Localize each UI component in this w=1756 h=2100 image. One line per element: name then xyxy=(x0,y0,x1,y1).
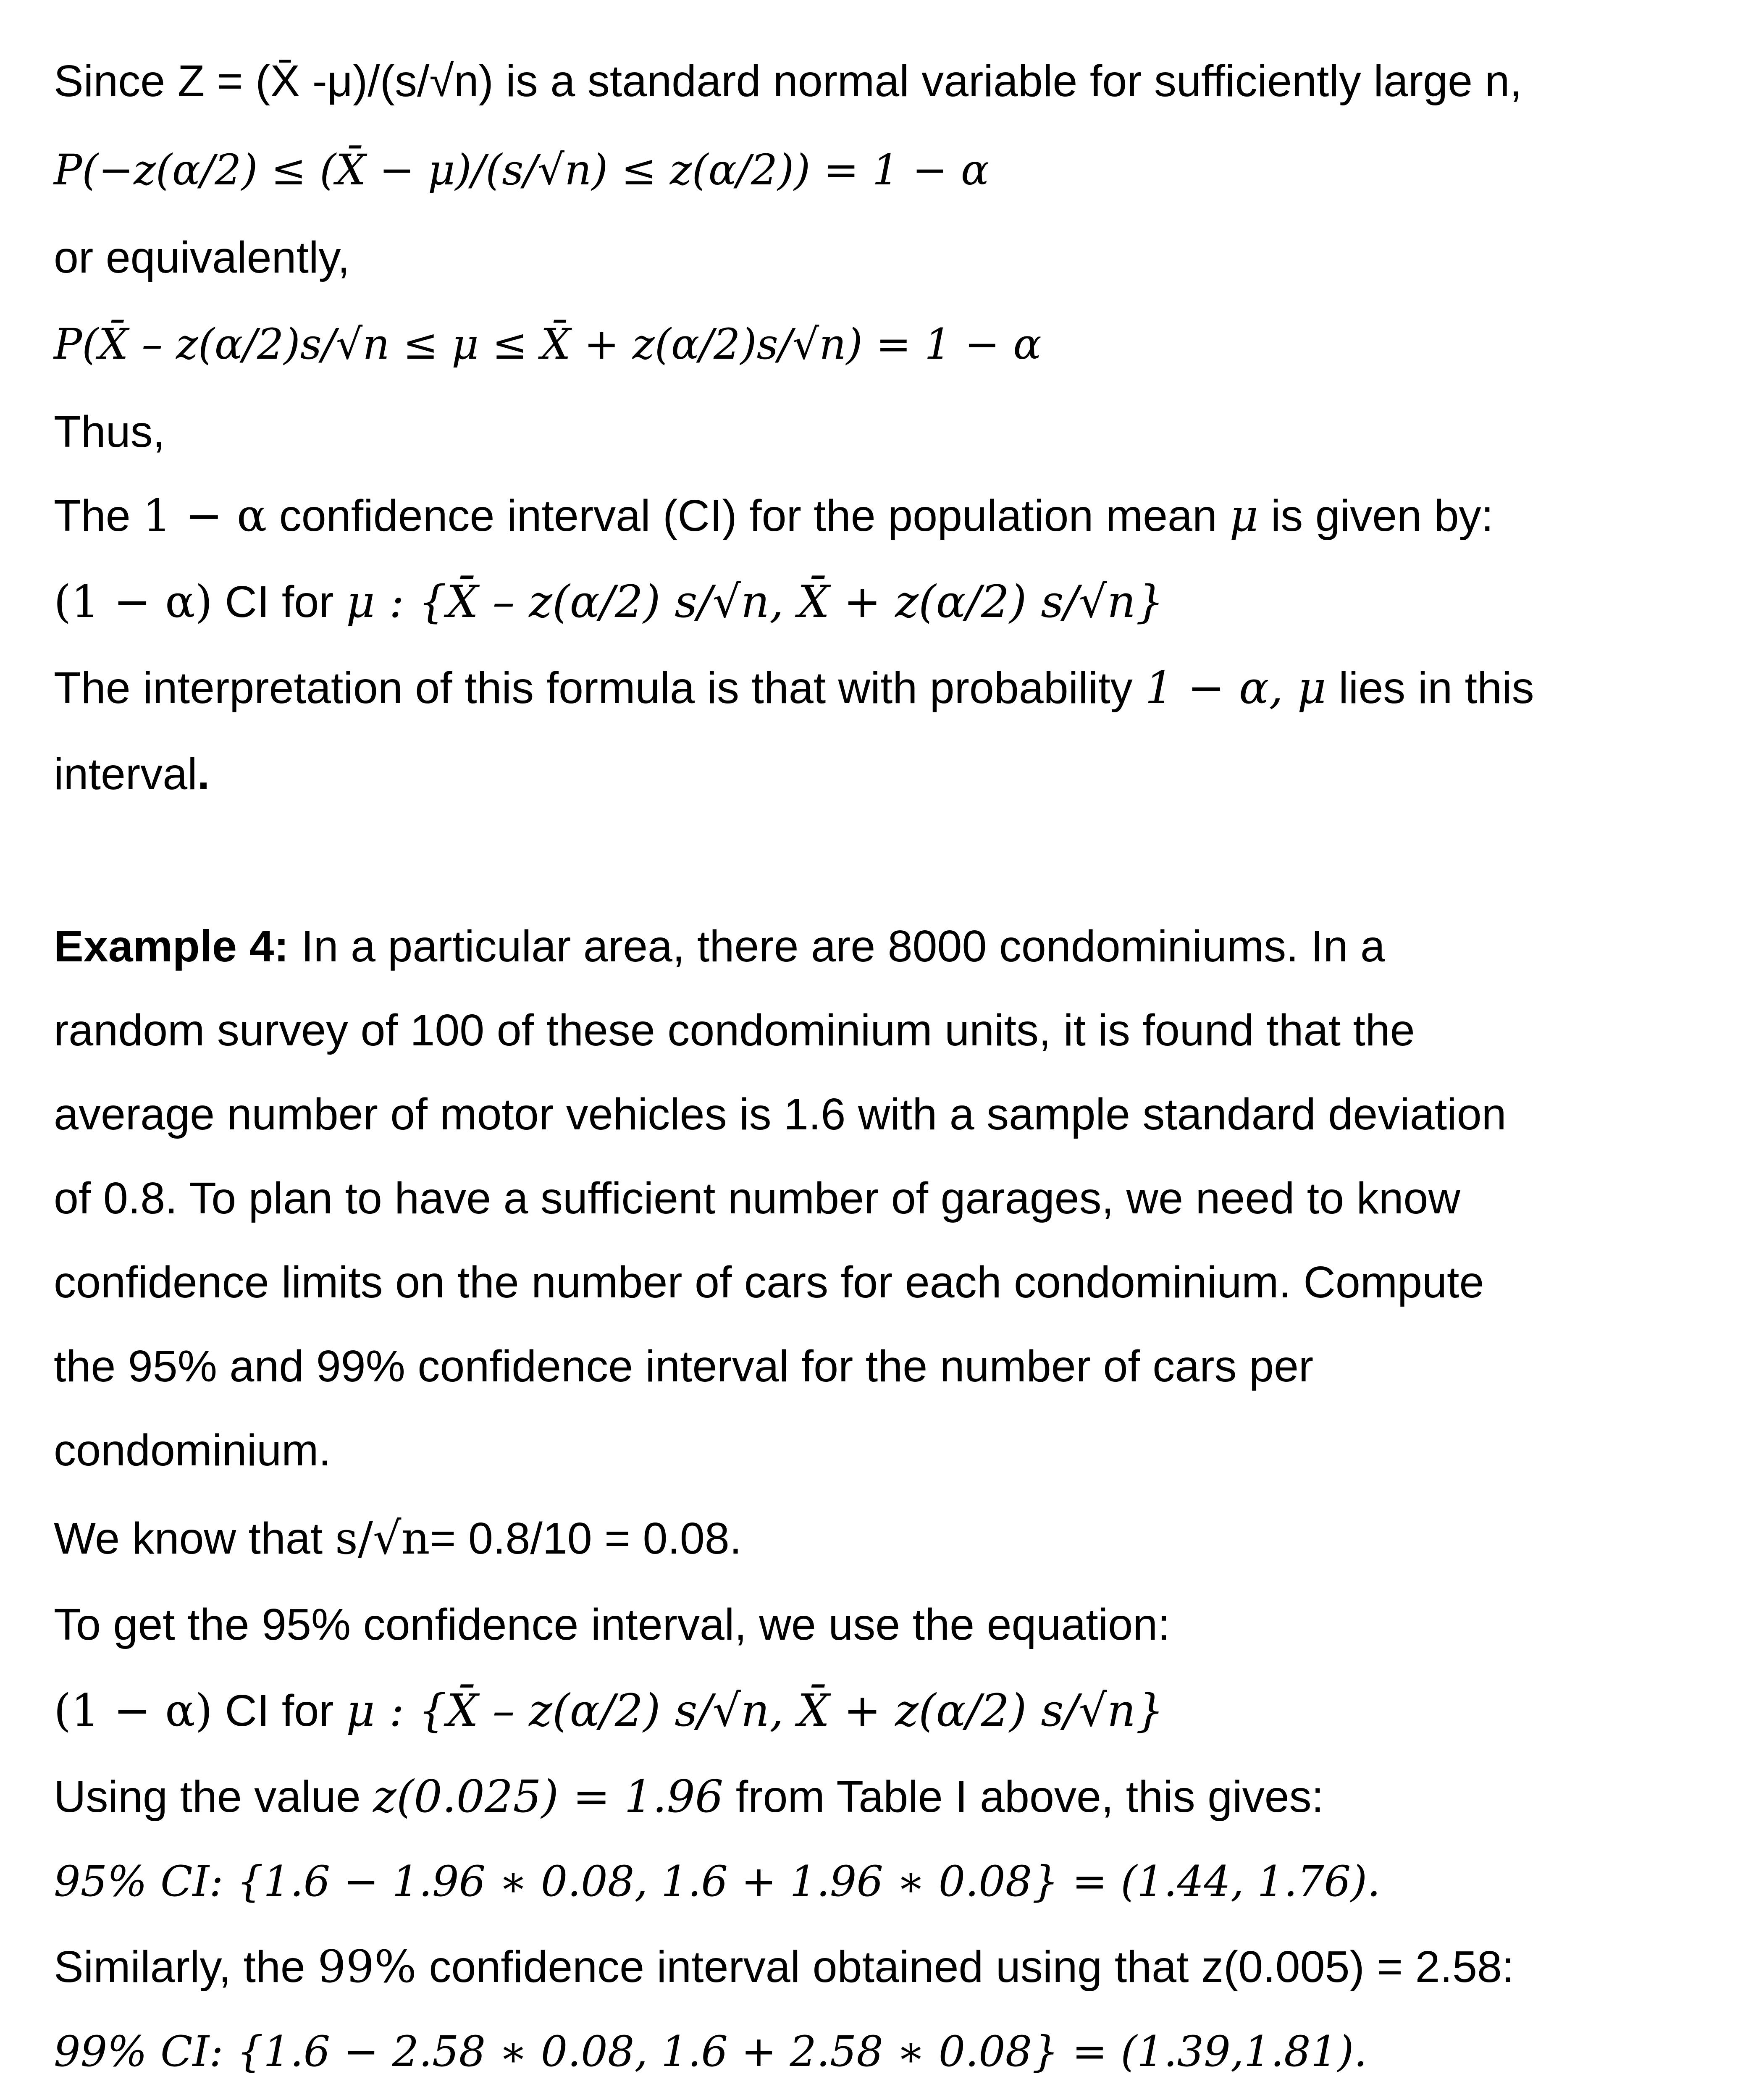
z-value-math: z(0.025) = 1.96 xyxy=(373,1771,724,1822)
ci-formula-line-1 xyxy=(54,576,1164,627)
interpretation-text-1: The interpretation of this formula is that with probability xyxy=(54,663,1145,713)
ci-definition-text-2: confidence interval (CI) for the population mean xyxy=(267,491,1230,541)
ci-99-result xyxy=(54,2027,1368,2076)
ci-formula-body: μ : {X̄ – z(α/2) s/√n, X̄ + z(α/2) s/√n} xyxy=(346,576,1164,627)
example-4-line-5 xyxy=(54,1257,1484,1307)
equation-intro-text: To get the 95% confidence interval, we use the equation: xyxy=(54,1600,1170,1649)
interpretation-text-2: lies in this xyxy=(1326,663,1534,713)
equivalently-text: or equivalently, xyxy=(54,233,350,282)
thus-text: Thus, xyxy=(54,407,165,457)
ci-formula-body-2: μ : {X̄ – z(α/2) s/√n, X̄ + z(α/2) s/√n} xyxy=(346,1685,1164,1736)
ci-formula-line-2 xyxy=(54,1685,1164,1736)
interpretation-math: 1 − α, μ xyxy=(1145,662,1326,714)
probability-equation-2-text: P(X̄ – z(α/2)s/√n ≤ μ ≤ X̄ + z(α/2)s/√n) = 1 − α xyxy=(54,320,1042,369)
example-4-text-2: random survey of 100 of these condominium units, it is found that the xyxy=(54,1005,1415,1055)
equivalently-line xyxy=(54,235,350,280)
ci-99-intro-text-1: Similarly, the xyxy=(54,1942,318,1992)
interval-text: interval xyxy=(54,749,197,799)
example-4-heading: Example 4: xyxy=(54,921,289,971)
example-4-line-2 xyxy=(54,1005,1415,1055)
z-value-line xyxy=(54,1771,1324,1822)
z-definition-line xyxy=(54,56,1522,106)
ci-definition-text-1: The xyxy=(54,491,143,541)
thus-line xyxy=(54,407,165,457)
ci-95-result-text: 95% CI: {1.6 − 1.96 ∗ 0.08, 1.6 + 1.96 ∗ 0.08} = (1.44, 1.76). xyxy=(54,1857,1381,1906)
standard-error-text-1: We know that xyxy=(54,1514,335,1563)
interval-line xyxy=(54,749,210,799)
ci-for-text-2: CI for xyxy=(212,1686,346,1735)
interpretation-line xyxy=(54,662,1534,714)
ci-99-intro-line xyxy=(54,1941,1515,1992)
mu-symbol: μ xyxy=(1229,490,1259,541)
ci-95-result xyxy=(54,1857,1381,1906)
example-4-line-4 xyxy=(54,1173,1461,1223)
ci-99-result-text: 99% CI: {1.6 − 2.58 ∗ 0.08, 1.6 + 2.58 ∗ 0.08} = (1.39,1.81). xyxy=(54,2027,1368,2076)
z-value-text-2: from Table I above, this gives: xyxy=(723,1772,1324,1822)
standard-error-value: = 0.8/10 = 0.08. xyxy=(430,1514,742,1563)
example-4-text-4: of 0.8. To plan to have a sufficient number of garages, we need to know xyxy=(54,1173,1461,1223)
ci-definition-line xyxy=(54,490,1494,541)
ci-99-intro-text-2: confidence interval obtained using that z(0.005) = 2.58: xyxy=(416,1942,1515,1992)
probability-equation-1 xyxy=(54,145,990,194)
ci-formula-prefix: (1 − α) xyxy=(54,576,213,627)
one-minus-alpha: 1 − α xyxy=(143,490,267,541)
interval-period: . xyxy=(197,749,210,799)
example-4-line-7 xyxy=(54,1425,331,1475)
example-4-line-3 xyxy=(54,1089,1507,1139)
example-4-text-3: average number of motor vehicles is 1.6 with a sample standard deviation xyxy=(54,1089,1507,1139)
probability-equation-2 xyxy=(54,320,1042,369)
example-4-text-5: confidence limits on the number of cars for each condominium. Compute xyxy=(54,1257,1484,1307)
example-4-line-1 xyxy=(54,921,1385,971)
example-4-line-6 xyxy=(54,1341,1314,1391)
z-definition-text: Since Z = (X̄ -μ)/(s/√n) is a standard normal variable for sufficiently large n, xyxy=(54,56,1522,106)
example-4-text-6: the 95% and 99% confidence interval for the number of cars per xyxy=(54,1341,1314,1391)
ci-definition-text-3: is given by: xyxy=(1258,491,1494,541)
example-4-text-7: condominium. xyxy=(54,1425,331,1475)
ci-for-text: CI for xyxy=(212,577,346,627)
ci-formula-prefix-2: (1 − α) xyxy=(54,1685,213,1736)
probability-equation-1-text: P(−z(α/2) ≤ (X̄ − μ)/(s/√n) ≤ z(α/2)) = 1 − α xyxy=(54,145,990,194)
ci-99-percent: 99% xyxy=(318,1941,417,1992)
standard-error-line xyxy=(54,1512,742,1564)
z-value-text-1: Using the value xyxy=(54,1772,373,1822)
example-4-text-1: In a particular area, there are 8000 condominiums. In a xyxy=(289,921,1385,971)
equation-intro-line xyxy=(54,1602,1170,1647)
standard-error-symbol: s/√n xyxy=(335,1512,430,1564)
